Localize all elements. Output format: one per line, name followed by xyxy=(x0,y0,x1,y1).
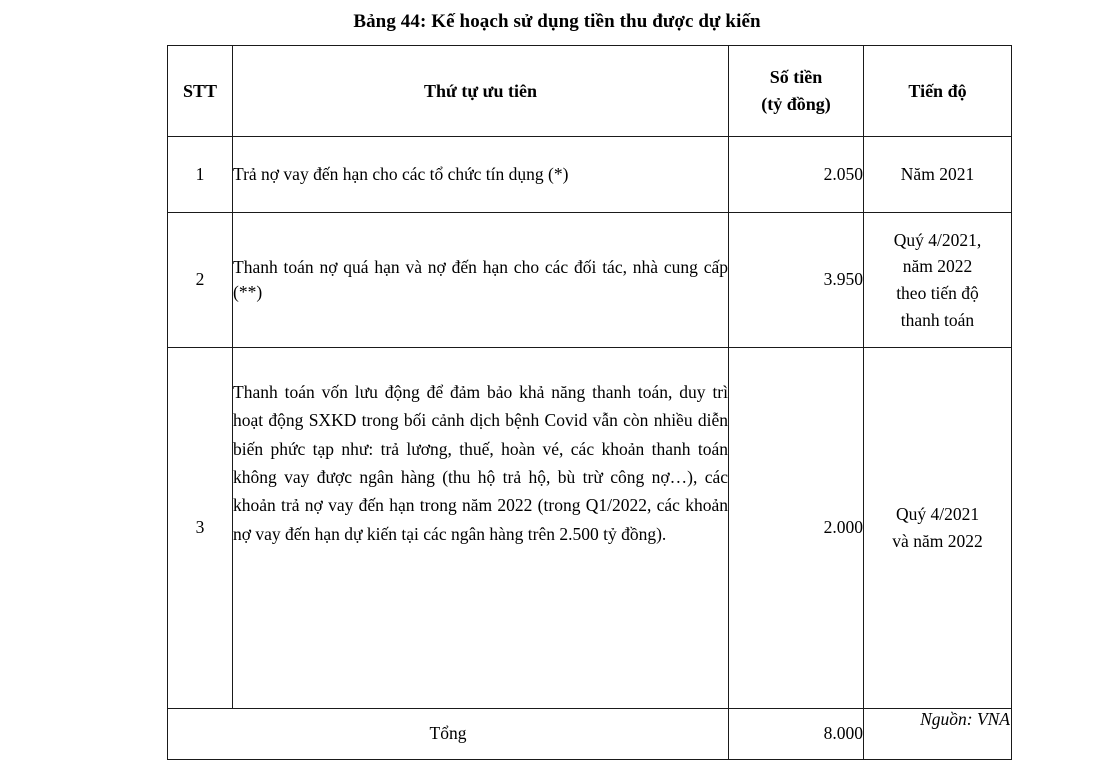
table-body xyxy=(168,137,1012,760)
row-priority-description: Thanh toán vốn lưu động để đảm bảo khả năng thanh toán, duy trì hoạt động SXKD trong bối cảnh dịch bệnh Covid vẫn còn nhiều diễn biến phức tạp như: trả lương, thuế, hoàn vé, các khoản thanh toán không vay được ngân hàng (thu hộ trả hộ, bù trừ công nợ…), các khoản trả nợ vay đến hạn trong năm 2022 (trong Q1/2022, các khoản nợ vay đến hạn dự kiến tại các ngân hàng trên 2.500 tỷ đồng). xyxy=(233,348,729,709)
schedule-line: Quý 4/2021, xyxy=(893,229,982,250)
row-schedule xyxy=(864,137,1012,213)
row-priority-description: Thanh toán nợ quá hạn và nợ đến hạn cho các đối tác, nhà cung cấp (**) xyxy=(233,213,729,348)
schedule-line: thanh toán xyxy=(900,309,975,330)
header-amount-line1: Số tiền xyxy=(769,67,823,87)
row-amount: 2.050 xyxy=(729,137,864,213)
row-index: 3 xyxy=(168,348,233,709)
row-amount: 3.950 xyxy=(729,213,864,348)
row-index: 1 xyxy=(168,137,233,213)
header-amount xyxy=(729,46,864,137)
row-amount: 2.000 xyxy=(729,348,864,709)
table-row xyxy=(168,213,1012,348)
table-container xyxy=(167,45,1011,760)
header-row xyxy=(168,46,1012,137)
table-row xyxy=(168,137,1012,213)
schedule-line: năm 2022 xyxy=(902,256,973,277)
row-schedule xyxy=(864,348,1012,709)
schedule-line: Năm 2021 xyxy=(900,164,975,185)
table-header xyxy=(168,46,1012,137)
row-index: 2 xyxy=(168,213,233,348)
table-row xyxy=(168,348,1012,709)
row-schedule xyxy=(864,213,1012,348)
row-priority-description: Trả nợ vay đến hạn cho các tổ chức tín dụng (*) xyxy=(233,137,729,213)
page-title: Bảng 44: Kế hoạch sử dụng tiền thu được dự kiến xyxy=(353,11,761,32)
header-priority: Thứ tự ưu tiên xyxy=(233,46,729,137)
header-stt: STT xyxy=(168,46,233,137)
source-note: Nguồn: VNA xyxy=(920,709,1010,729)
schedule-line: và năm 2022 xyxy=(892,531,983,551)
schedule-line: theo tiến độ xyxy=(896,283,979,303)
header-schedule: Tiến độ xyxy=(864,46,1012,137)
table-total-row xyxy=(168,709,1012,760)
header-amount-line2: (tỷ đồng) xyxy=(761,94,831,114)
schedule-line: Quý 4/2021 xyxy=(895,504,980,525)
fund-usage-plan-table xyxy=(167,45,1012,760)
total-amount: 8.000 xyxy=(729,709,864,760)
total-label: Tổng xyxy=(168,709,729,760)
